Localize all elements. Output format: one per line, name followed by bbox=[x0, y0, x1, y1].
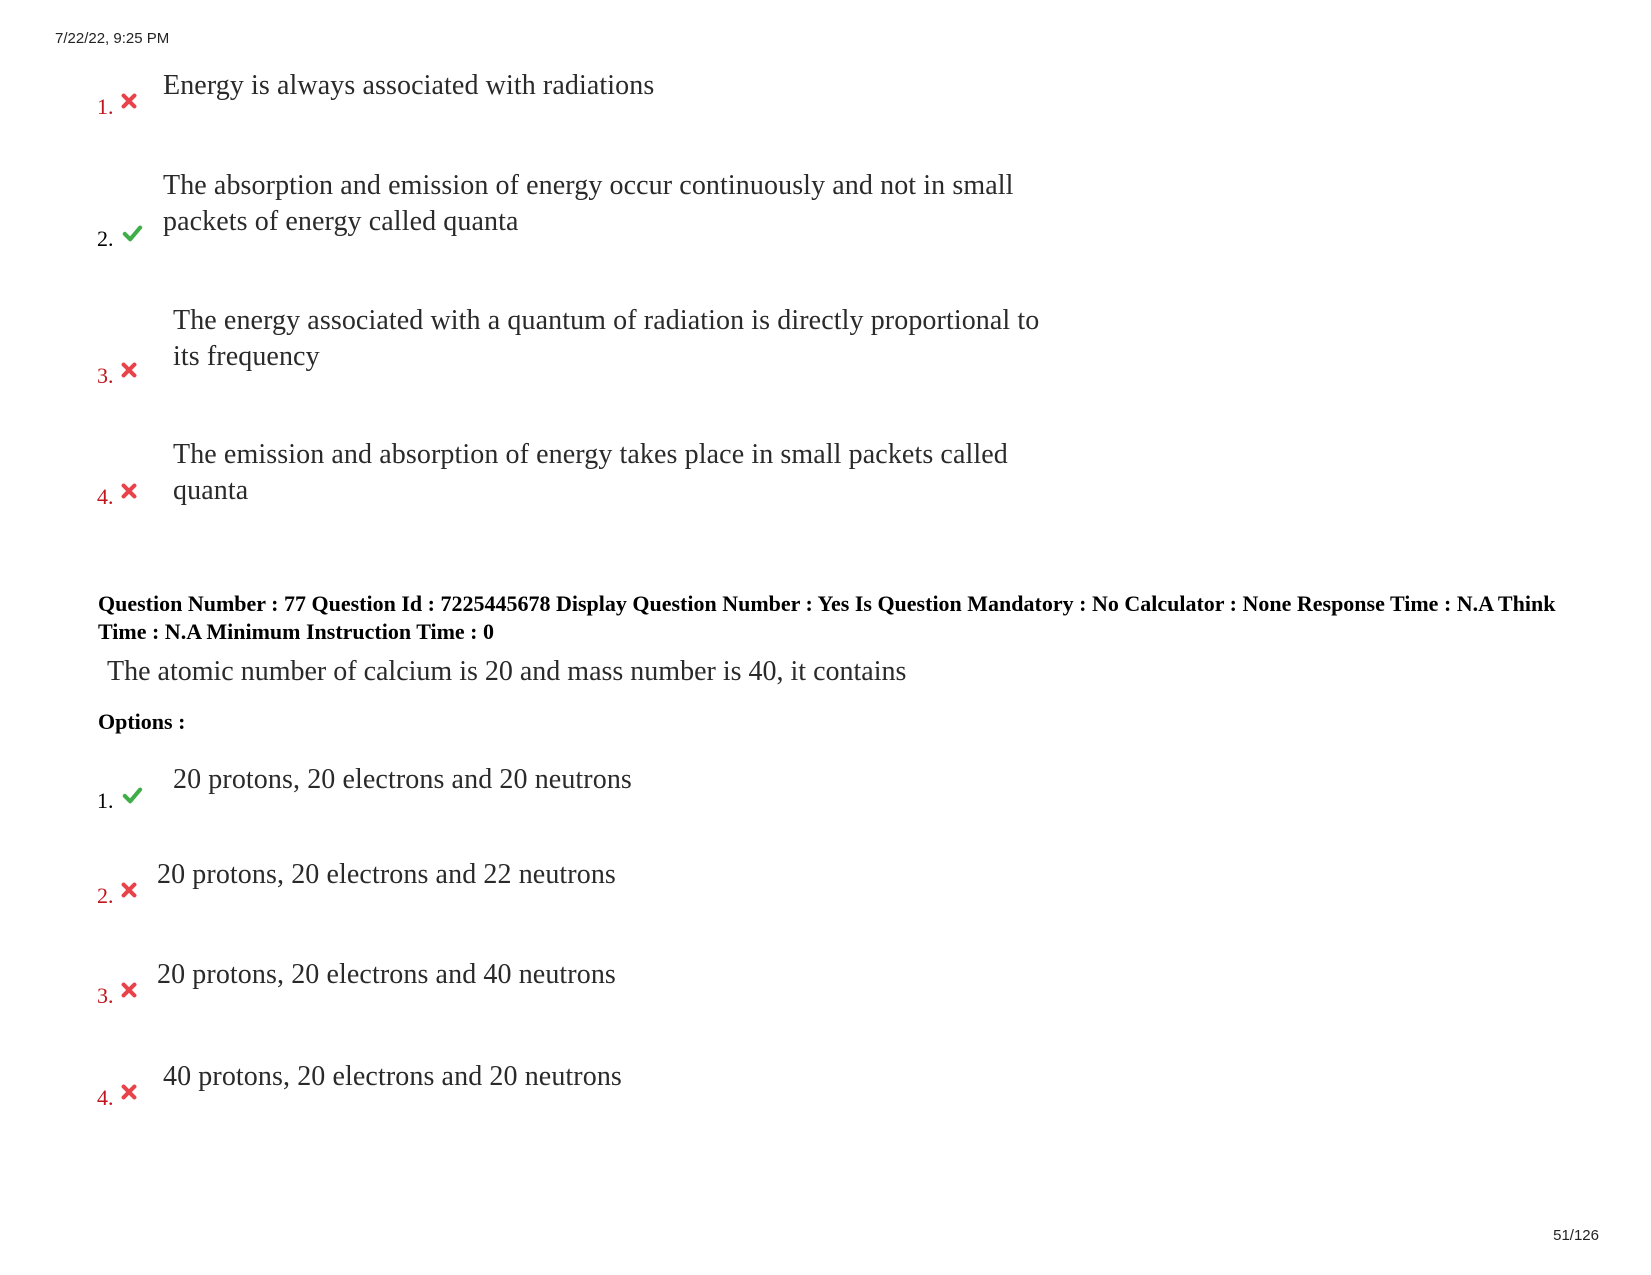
cross-icon bbox=[120, 92, 138, 110]
option-number: 4. bbox=[97, 1085, 114, 1110]
option-text-line: quanta bbox=[173, 475, 249, 506]
option-text-line: 20 protons, 20 electrons and 20 neutrons bbox=[173, 764, 632, 795]
cross-icon bbox=[120, 1083, 138, 1101]
option-number: 1. bbox=[97, 94, 114, 119]
option-marker bbox=[97, 1083, 138, 1111]
option-text-line: The absorption and emission of energy occur continuously and not in small bbox=[163, 170, 1014, 201]
option-marker bbox=[97, 92, 138, 120]
option-text-line: its frequency bbox=[173, 341, 320, 372]
option-text-line: 40 protons, 20 electrons and 20 neutrons bbox=[163, 1061, 622, 1092]
option-marker bbox=[97, 786, 144, 814]
options-label: Options : bbox=[98, 709, 186, 734]
cross-icon bbox=[120, 482, 138, 500]
page-number: 51/126 bbox=[1553, 1227, 1599, 1244]
option-marker bbox=[97, 981, 138, 1009]
option-marker bbox=[97, 361, 138, 389]
option-number: 2. bbox=[97, 883, 114, 908]
print-timestamp: 7/22/22, 9:25 PM bbox=[55, 30, 170, 47]
cross-icon bbox=[120, 881, 138, 899]
option-text-line: 20 protons, 20 electrons and 40 neutrons bbox=[157, 959, 616, 990]
option-number: 1. bbox=[97, 788, 114, 813]
cross-icon bbox=[120, 361, 138, 379]
question-stem: The atomic number of calcium is 20 and mass number is 40, it contains bbox=[107, 656, 907, 687]
option-marker bbox=[97, 224, 144, 252]
check-icon bbox=[120, 786, 144, 804]
option-text-line: 20 protons, 20 electrons and 22 neutrons bbox=[157, 859, 616, 890]
cross-icon bbox=[120, 981, 138, 999]
option-text-line: The energy associated with a quantum of radiation is directly proportional to bbox=[173, 305, 1040, 336]
option-text-line: The emission and absorption of energy takes place in small packets called bbox=[173, 439, 1008, 470]
option-text-line: packets of energy called quanta bbox=[163, 206, 519, 237]
option-number: 2. bbox=[97, 226, 114, 251]
option-number: 3. bbox=[97, 363, 114, 388]
option-marker bbox=[97, 482, 138, 510]
question-metadata: Question Number : 77 Question Id : 7225445678 Display Question Number : Yes Is Question Mandatory : No Calculator : None Response Time : N.A Think Time : N.A Minimum Instruction Time : 0 bbox=[98, 591, 1556, 644]
check-icon bbox=[120, 224, 144, 242]
option-number: 3. bbox=[97, 983, 114, 1008]
option-number: 4. bbox=[97, 484, 114, 509]
option-marker bbox=[97, 881, 138, 909]
option-text-line: Energy is always associated with radiations bbox=[163, 70, 655, 101]
